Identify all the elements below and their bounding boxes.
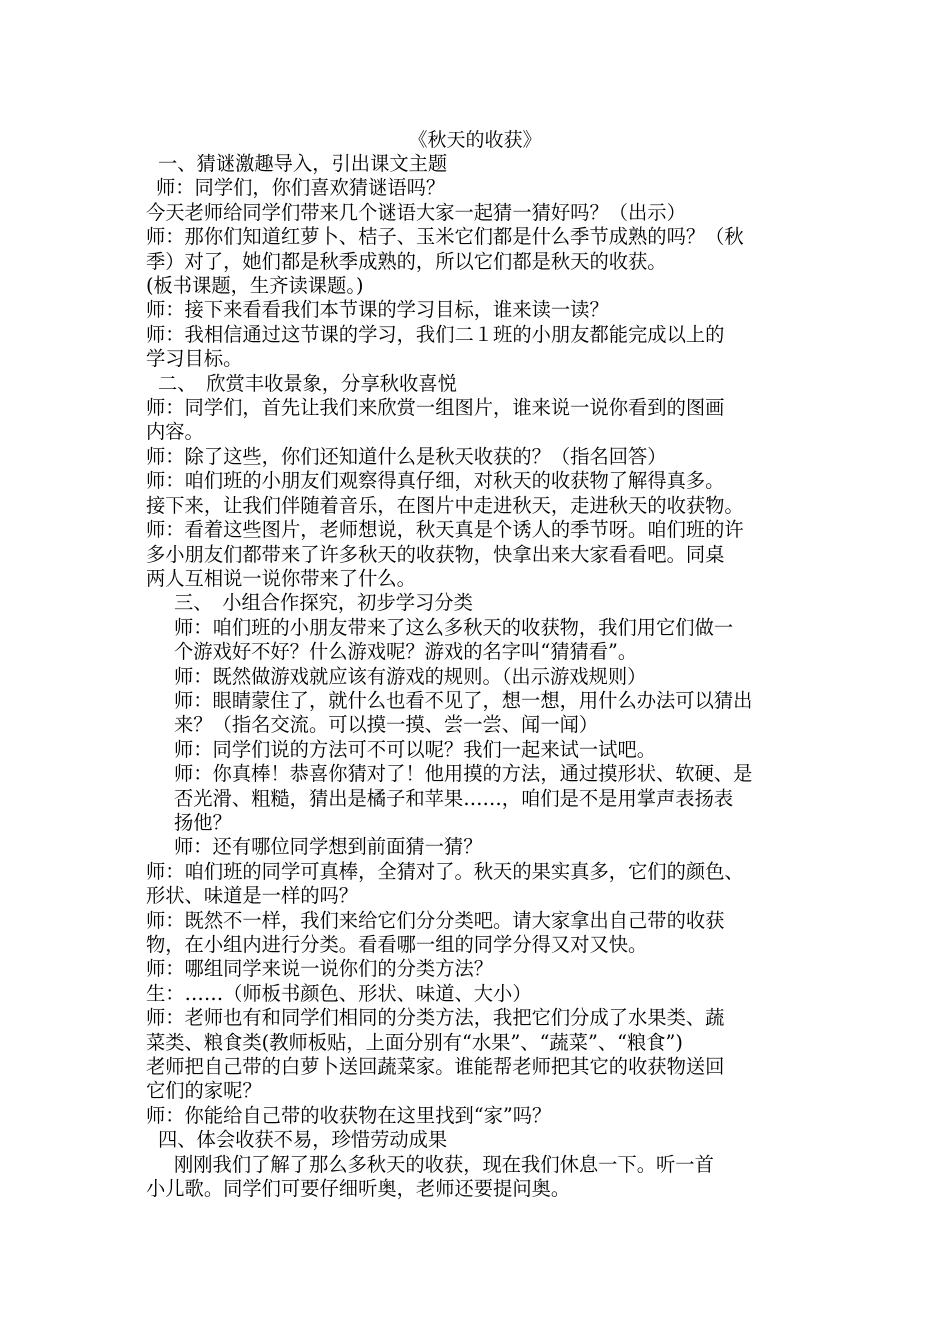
paragraph-line: 师：接下来看看我们本节课的学习目标，谁来读一读？ <box>146 298 609 322</box>
paragraph-line: 师：还有哪位同学想到前面猜一猜？ <box>174 835 483 859</box>
document-title: 《秋天的收获》 <box>408 129 542 151</box>
paragraph-line: 形状、味道是一样的吗？ <box>146 884 359 908</box>
paragraph-line: 它们的家呢？ <box>146 1079 262 1103</box>
paragraph-line: 师：我相信通过这节课的学习，我们二１班的小朋友都能完成以上的 <box>146 322 725 346</box>
paragraph-line: 师：你真棒！恭喜你猜对了！他用摸的方法，通过摸形状、软硬、是 <box>174 762 753 786</box>
section-heading-3: 三、 小组合作探究，初步学习分类 <box>174 591 473 615</box>
document-body <box>146 152 812 1201</box>
paragraph-line: 师：看着这些图片，老师想说，秋天真是个诱人的季节呀。咱们班的许 <box>146 518 744 542</box>
paragraph-line: 否光滑、粗糙，猜出是橘子和苹果……，咱们是不是用掌声表扬表 <box>174 786 734 810</box>
paragraph-line: 师：老师也有和同学们相同的分类方法，我把它们分成了水果类、蔬 <box>146 1006 725 1030</box>
paragraph-line: 师：咱们班的小朋友带来了这么多秋天的收获物，我们用它们做一 <box>174 615 734 639</box>
paragraph-line: (板书课题，生齐读课题。) <box>146 274 364 298</box>
paragraph-line: 师：同学们，你们喜欢猜谜语吗？ <box>156 176 446 200</box>
paragraph-line: 师：同学们说的方法可不可以呢？我们一起来试一试吧。 <box>174 737 657 761</box>
paragraph-line: 菜类、粮食类(教师板贴，上面分别有“水果”、“蔬菜”、“粮食”) <box>146 1030 683 1054</box>
paragraph-line: 接下来，让我们伴随着音乐，在图片中走进秋天，走进秋天的收获物。 <box>146 493 744 517</box>
paragraph-line: 师：咱们班的小朋友们观察得真仔细，对秋天的收获物了解得真多。 <box>146 469 725 493</box>
paragraph-line: 个游戏好不好？什么游戏呢？游戏的名字叫“猜猜看”。 <box>174 640 638 664</box>
paragraph-line: 内容。 <box>146 420 204 444</box>
paragraph-line: 刚刚我们了解了那么多秋天的收获，现在我们休息一下。听一首 <box>174 1152 714 1176</box>
paragraph-line: 物，在小组内进行分类。看看哪一组的同学分得又对又快。 <box>146 933 648 956</box>
paragraph-line: 两人互相说一说你带来了什么。 <box>146 566 416 590</box>
section-heading-4: 四、体会收获不易，珍惜劳动成果 <box>158 1128 448 1152</box>
section-heading-1: 一、猜谜激趣导入，引出课文主题 <box>158 152 448 175</box>
paragraph-line: 今天老师给同学们带来几个谜语大家一起猜一猜好吗？（出示） <box>146 200 686 224</box>
paragraph-line: 学习目标。 <box>146 347 243 371</box>
paragraph-line: 扬他？ <box>174 810 232 834</box>
paragraph-line: 师：同学们，首先让我们来欣赏一组图片，谁来说一说你看到的图画 <box>146 396 725 420</box>
paragraph-line: 老师把自己带的白萝卜送回蔬菜家。谁能帮老师把其它的收获物送回 <box>146 1055 725 1079</box>
paragraph-line: 季）对了，她们都是秋季成熟的，所以它们都是秋天的收获。 <box>146 249 667 273</box>
section-heading-2: 二、 欣赏丰收景象，分享秋收喜悦 <box>158 371 457 395</box>
paragraph-line: 小儿歌。同学们可要仔细听奥，老师还要提问奥。 <box>146 1177 571 1201</box>
paragraph-line: 来？（指名交流。可以摸一摸、尝一尝、闻一闻） <box>174 713 599 737</box>
paragraph-line: 师：眼睛蒙住了，就什么也看不见了，想一想，用什么办法可以猜出 <box>174 688 753 712</box>
paragraph-line: 师：咱们班的同学可真棒，全猜对了。秋天的果实真多，它们的颜色、 <box>146 859 744 883</box>
paragraph-line: 师：哪组同学来说一说你们的分类方法？ <box>146 957 494 981</box>
paragraph-line: 师：除了这些，你们还知道什么是秋天收获的？（指名回答） <box>146 444 667 468</box>
paragraph-line: 师：既然不一样，我们来给它们分分类吧。请大家拿出自己带的收获 <box>146 908 725 932</box>
paragraph-line: 师：你能给自己带的收获物在这里找到“家”吗？ <box>146 1103 552 1127</box>
paragraph-line: 多小朋友们都带来了许多秋天的收获物，快拿出来大家看看吧。同桌 <box>146 542 725 566</box>
paragraph-line: 生：……（师板书颜色、形状、味道、大小） <box>146 981 532 1005</box>
paragraph-line: 师：既然做游戏就应该有游戏的规则。（出示游戏规则） <box>174 664 647 688</box>
paragraph-line: 师：那你们知道红萝卜、桔子、玉米它们都是什么季节成熟的吗？（秋 <box>146 225 744 249</box>
